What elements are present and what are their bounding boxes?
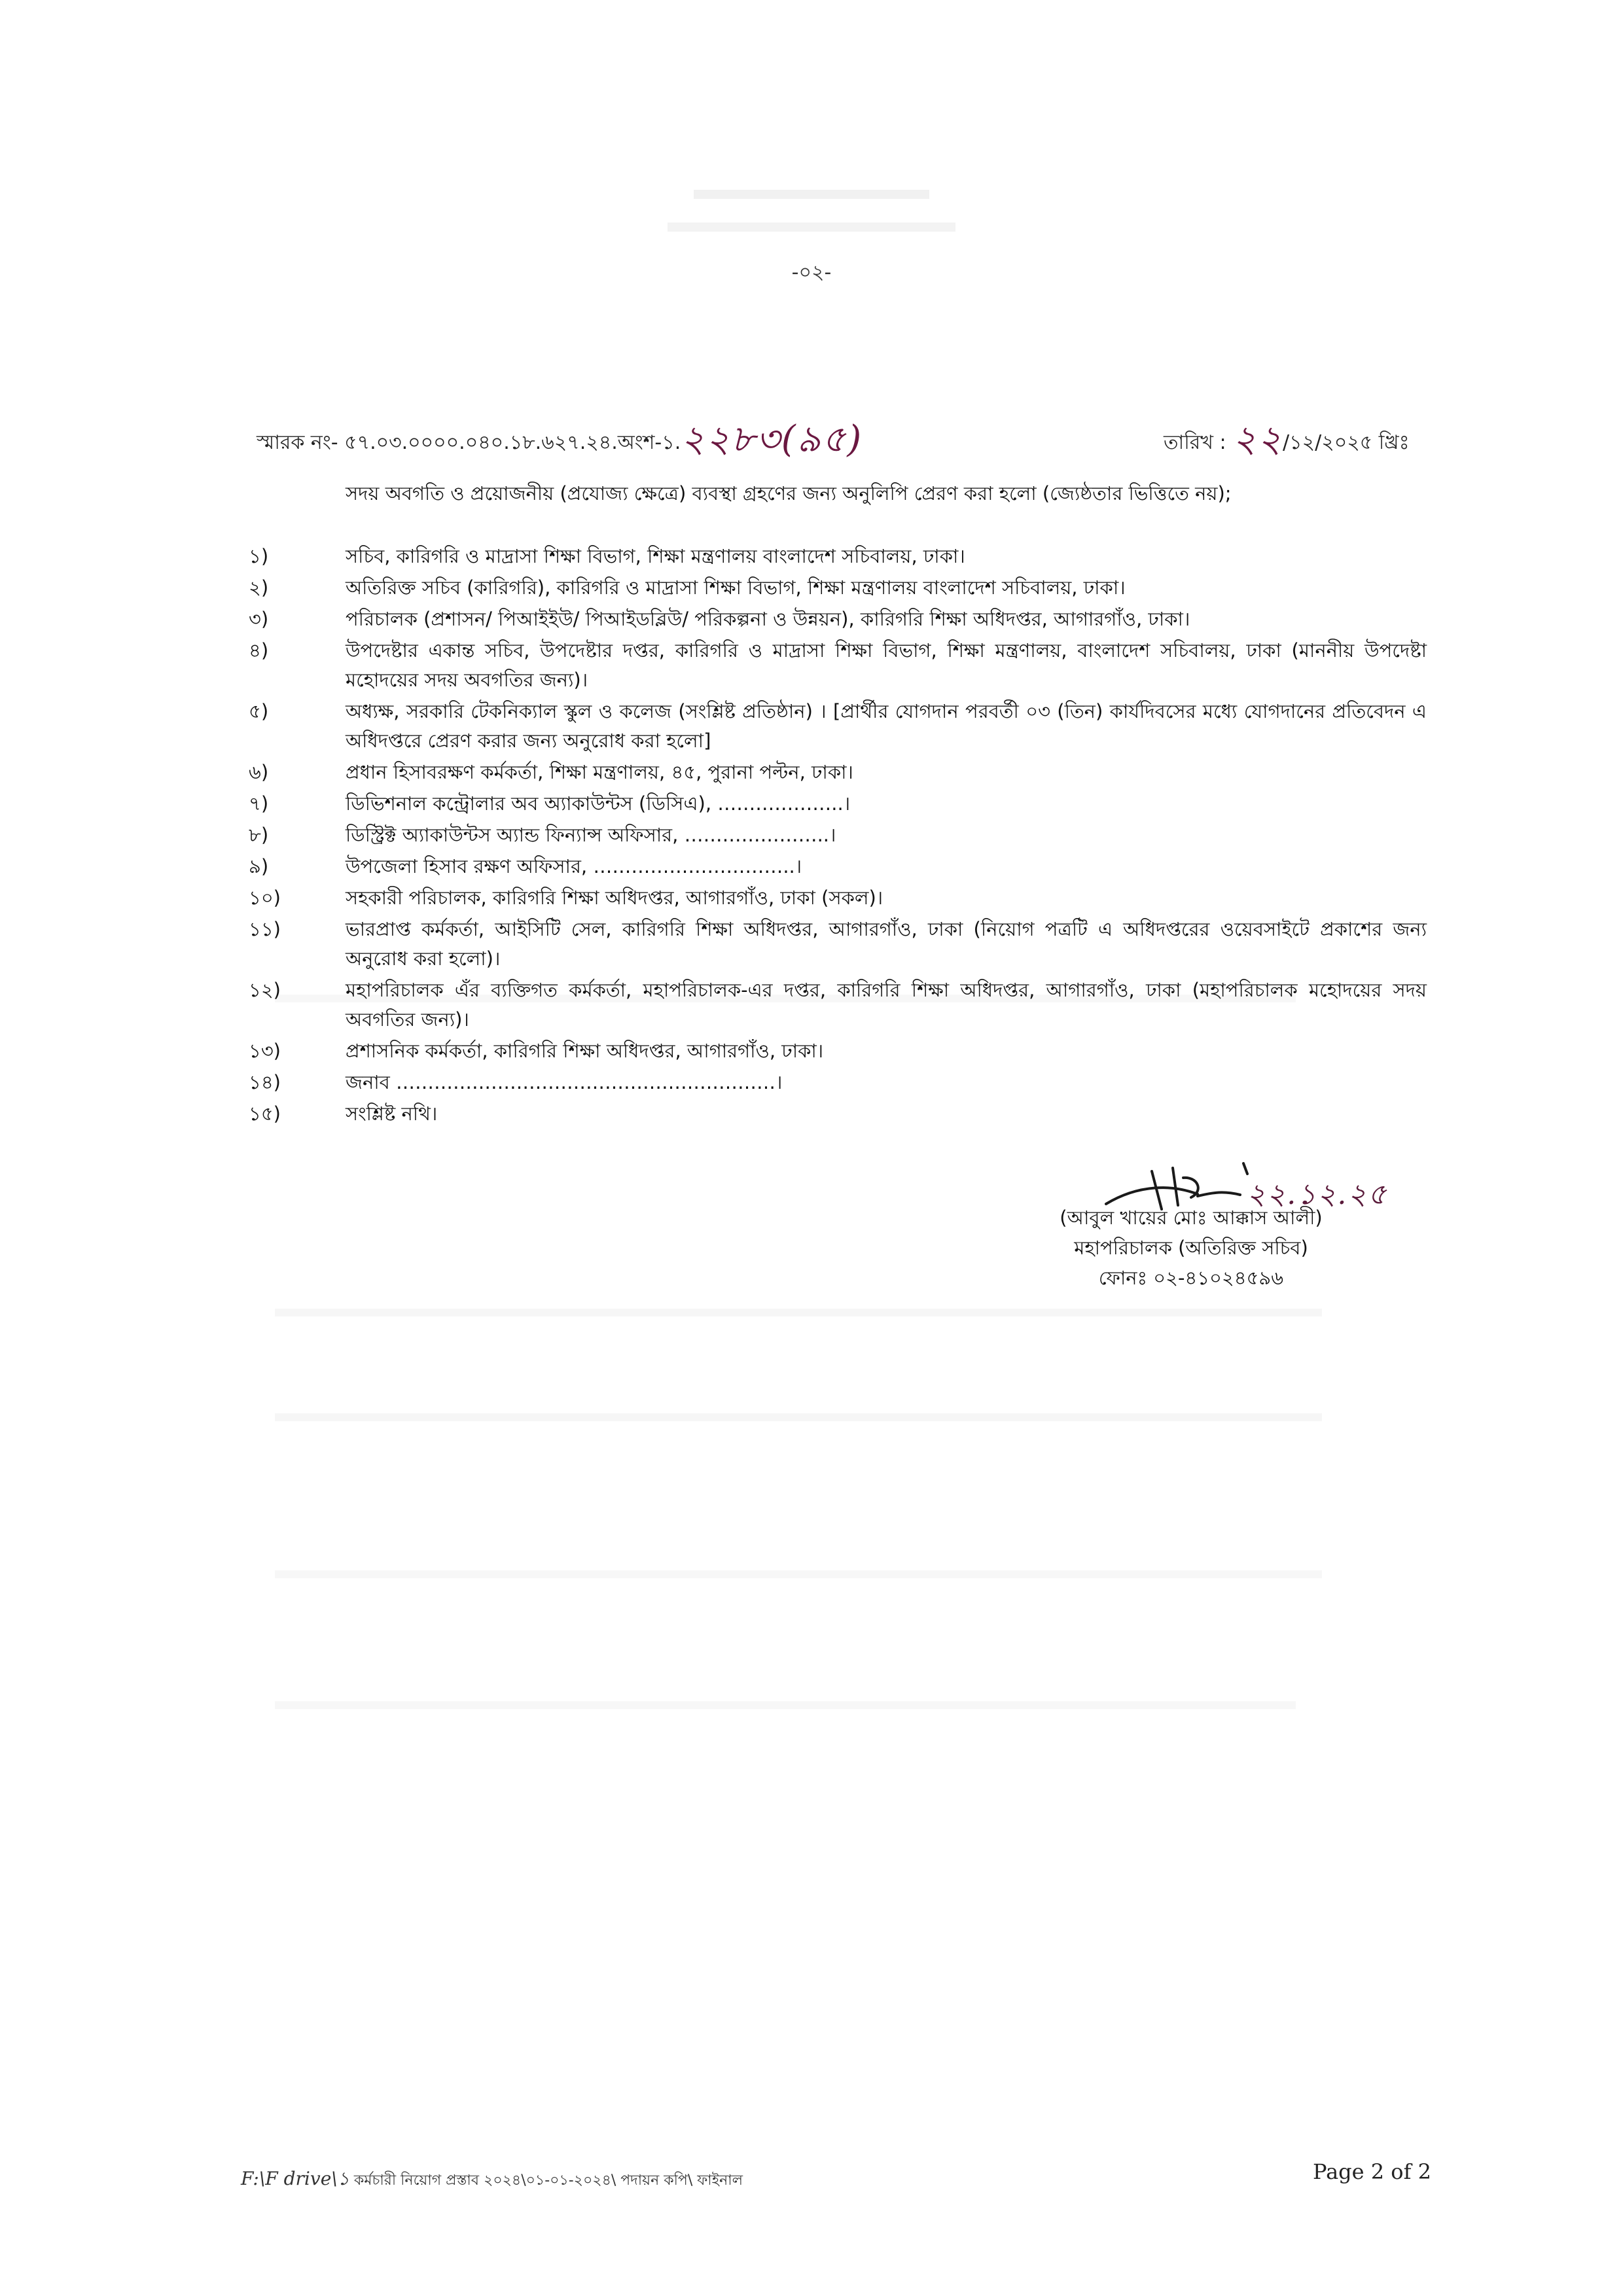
handwritten-signature-date: ২২.১২.২৫ bbox=[1247, 1178, 1388, 1211]
list-item bbox=[249, 821, 1427, 850]
item-number: ৯) bbox=[249, 855, 269, 877]
list-item bbox=[249, 976, 1427, 1034]
item-number: ১০) bbox=[249, 887, 281, 909]
item-text: অতিরিক্ত সচিব (কারিগরি), কারিগরি ও মাদ্রাসা শিক্ষা বিভাগ, শিক্ষা মন্ত্রণালয় বাংলাদেশ সচিবালয়, ঢাকা। bbox=[346, 576, 1126, 599]
list-item bbox=[249, 789, 1427, 819]
file-path-rest: কর্মচারী নিয়োগ প্রস্তাব ২০২৪\০১-০১-২০২৪\ পদায়ন কপি\ ফাইনাল bbox=[353, 2172, 743, 2189]
handwritten-memo-number: ২২৮৩(৯৫) bbox=[681, 418, 863, 461]
item-number: ১১) bbox=[249, 918, 281, 940]
item-text: প্রশাসনিক কর্মকর্তা, কারিগরি শিক্ষা অধিদপ্তর, আগারগাঁও, ঢাকা। bbox=[346, 1040, 824, 1062]
signatory-block bbox=[1021, 1203, 1361, 1293]
item-number: ৫) bbox=[249, 700, 269, 722]
list-item bbox=[249, 573, 1427, 603]
item-text: সচিব, কারিগরি ও মাদ্রাসা শিক্ষা বিভাগ, শিক্ষা মন্ত্রণালয় বাংলাদেশ সচিবালয়, ঢাকা। bbox=[346, 545, 965, 567]
date-label: তারিখ : bbox=[1164, 431, 1226, 454]
signatory-phone: ফোনঃ ০২-৪১০২৪৫৯৬ bbox=[1098, 1267, 1284, 1289]
memo-number bbox=[257, 411, 863, 472]
item-number: ৪) bbox=[249, 639, 269, 662]
list-item bbox=[249, 1068, 1427, 1097]
item-number: ৭) bbox=[249, 792, 269, 815]
signatory-name: (আবুল খায়ের মোঃ আক্কাস আলী) bbox=[1060, 1207, 1323, 1229]
page-indicator: Page 2 of 2 bbox=[1313, 2159, 1431, 2184]
item-number: ১৩) bbox=[249, 1040, 281, 1062]
list-item bbox=[249, 1036, 1427, 1066]
memo-label: স্মারক নং- ৫৭.০৩.০০০০.০৪০.১৮.৬২৭.২৪.অংশ-১. bbox=[257, 431, 681, 454]
item-text: ভারপ্রাপ্ত কর্মকর্তা, আইসিটি সেল, কারিগরি শিক্ষা অধিদপ্তর, আগারগাঁও, ঢাকা (নিয়োগ পত্রটি এ অধিদপ্তরের ওয়েবসাইটে প্রকাশের জন্য অনুরোধ করা হলো)। bbox=[346, 918, 1427, 970]
item-text: উপদেষ্টার একান্ত সচিব, উপদেষ্টার দপ্তর, কারিগরি ও মাদ্রাসা শিক্ষা বিভাগ, শিক্ষা মন্ত্রণালয়, বাংলাদেশ সচিবালয়, ঢাকা (মাননীয় উপদেষ্টা মহোদয়ের সদয় অবগতির জন্য)। bbox=[346, 639, 1427, 691]
item-text: জনাব ……………………………………………………। bbox=[346, 1071, 783, 1093]
item-text: সংশ্লিষ্ট নথি। bbox=[346, 1103, 438, 1125]
item-number: ৩) bbox=[249, 608, 269, 630]
item-text: ডিভিশনাল কন্ট্রোলার অব অ্যাকাউন্টস (ডিসিএ), ………………..। bbox=[346, 792, 851, 815]
list-item bbox=[249, 605, 1427, 634]
list-item bbox=[249, 883, 1427, 913]
item-number: ১) bbox=[249, 545, 269, 567]
list-item bbox=[249, 852, 1427, 881]
distribution-intro: সদয় অবগতি ও প্রয়োজনীয় (প্রযোজ্য ক্ষেত্রে) ব্যবস্থা গ্রহণের জন্য অনুলিপি প্রেরণ করা হলো (জ্যেষ্ঠতার ভিত্তিতে নয়); bbox=[346, 482, 1232, 504]
list-item bbox=[249, 915, 1427, 974]
file-path-drive: F:\F drive\১ bbox=[241, 2168, 349, 2189]
item-number: ১৫) bbox=[249, 1103, 281, 1125]
item-text: উপজেলা হিসাব রক্ষণ অফিসার, …………………………..। bbox=[346, 855, 802, 877]
list-item bbox=[249, 697, 1427, 756]
item-text: ডিস্ট্রিক্ট অ্যাকাউন্টস অ্যান্ড ফিন্যান্স অফিসার, …………………..। bbox=[346, 824, 836, 846]
item-number: ৮) bbox=[249, 824, 269, 846]
date-suffix: /১২/২০২৫ খ্রিঃ bbox=[1283, 431, 1410, 454]
distribution-list bbox=[249, 542, 1427, 1131]
item-text: সহকারী পরিচালক, কারিগরি শিক্ষা অধিদপ্তর, আগারগাঁও, ঢাকা (সকল)। bbox=[346, 887, 883, 909]
item-number: ৬) bbox=[249, 761, 269, 783]
item-text: অধ্যক্ষ, সরকারি টেকনিক্যাল স্কুল ও কলেজ (সংশ্লিষ্ট প্রতিষ্ঠান) । [প্রার্থীর যোগদান পরবর্তী ০৩ (তিন) কার্যদিবসের মধ্যে যোগদানের প্রতিবেদন এ অধিদপ্তরে প্রেরণ করার জন্য অনুরোধ করা হলো] bbox=[346, 700, 1427, 752]
item-text: প্রধান হিসাবরক্ষণ কর্মকর্তা, শিক্ষা মন্ত্রণালয়, ৪৫, পুরানা পল্টন, ঢাকা। bbox=[346, 761, 853, 783]
list-item bbox=[249, 542, 1427, 571]
list-item bbox=[249, 636, 1427, 695]
item-number: ১২) bbox=[249, 979, 281, 1001]
page-number: -০২- bbox=[791, 261, 832, 284]
signatory-designation: মহাপরিচালক (অতিরিক্ত সচিব) bbox=[1074, 1237, 1308, 1259]
handwritten-date-day: ২২ bbox=[1232, 418, 1283, 461]
file-path bbox=[241, 2164, 743, 2195]
item-number: ১৪) bbox=[249, 1071, 281, 1093]
list-item bbox=[249, 758, 1427, 787]
item-number: ২) bbox=[249, 576, 269, 599]
item-text: পরিচালক (প্রশাসন/ পিআইইউ/ পিআইডব্লিউ/ পরিকল্পনা ও উন্নয়ন), কারিগরি শিক্ষা অধিদপ্তর, আগারগাঁও, ঢাকা। bbox=[346, 608, 1190, 630]
issue-date bbox=[1164, 411, 1410, 472]
list-item bbox=[249, 1099, 1427, 1129]
item-text: মহাপরিচালক এঁর ব্যক্তিগত কর্মকর্তা, মহাপরিচালক-এর দপ্তর, কারিগরি শিক্ষা অধিদপ্তর, আগারগাঁও, ঢাকা (মহাপরিচালক মহোদয়ের সদয় অবগতির জন্য)। bbox=[346, 979, 1427, 1031]
